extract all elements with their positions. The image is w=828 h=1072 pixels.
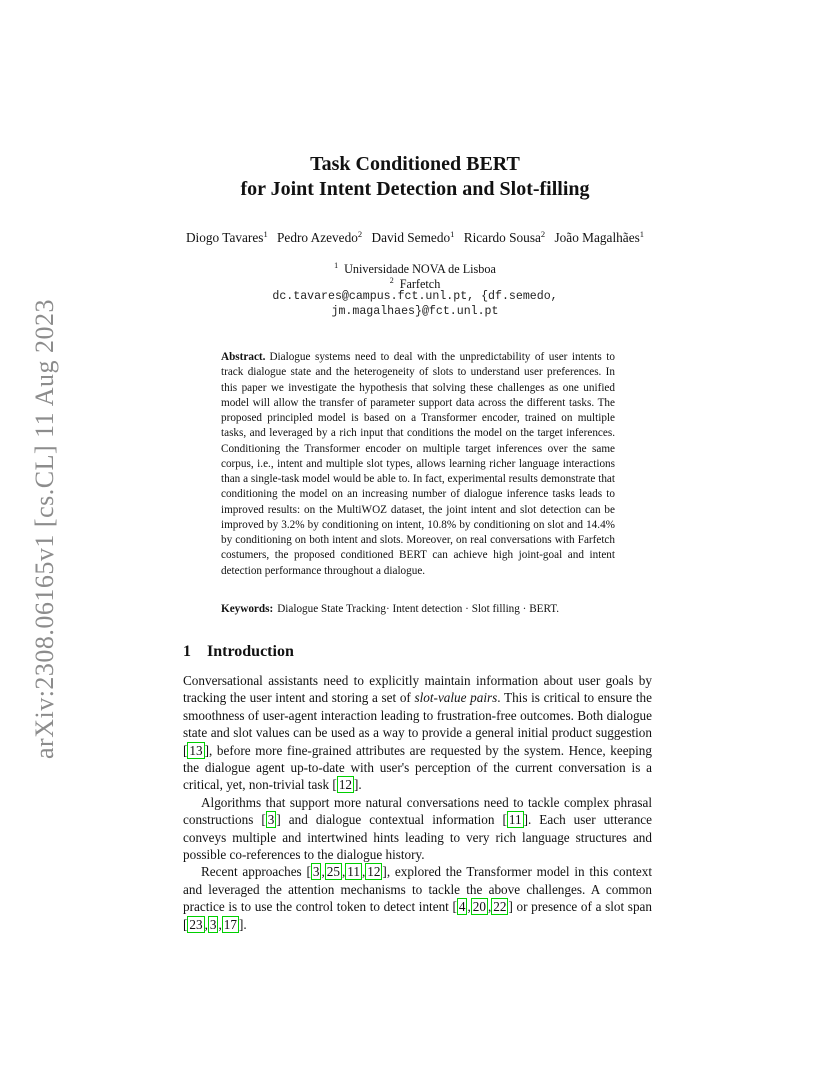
affiliation-name: Universidade NOVA de Lisboa <box>344 262 496 276</box>
author-list <box>150 229 680 246</box>
affil-mark: 2 <box>389 276 394 285</box>
paragraph-2 <box>183 794 652 864</box>
citation-link[interactable]: 3 <box>267 812 275 828</box>
email-line-1: dc.tavares@campus.fct.unl.pt, {df.semedo, <box>272 290 558 303</box>
citation-link[interactable]: 23 <box>189 916 203 932</box>
citation-link[interactable]: 12 <box>338 777 352 793</box>
citation-link[interactable]: 20 <box>472 899 486 915</box>
text-run: Algorithms that support more natural conversations need to tackle complex phrasal constructions [ <box>183 794 652 828</box>
affil-mark: 1 <box>450 229 455 239</box>
citation-link[interactable]: 17 <box>223 916 237 932</box>
paragraph-1 <box>183 672 652 794</box>
citation-link[interactable]: 3 <box>209 916 217 932</box>
affil-mark: 2 <box>540 229 546 239</box>
email-line-2: jm.magalhaes}@fct.unl.pt <box>331 305 499 318</box>
section-heading <box>183 642 294 662</box>
citation-link[interactable]: 13 <box>189 742 203 758</box>
citation-link[interactable]: 11 <box>508 812 522 828</box>
author-name: Ricardo Sousa <box>463 230 541 245</box>
text-run: ]. <box>238 916 247 932</box>
introduction-body <box>183 672 652 933</box>
section-number: 1 <box>183 643 191 660</box>
text-run: ]. <box>354 777 362 793</box>
emphasis: slot-value pairs <box>414 690 498 706</box>
paragraph-3: Recent approaches [ 3 , 25 , 11 , 12 ], explored the Transformer model in this context and leveraged the attention mechanisms to tackle the above challenges. A common practice is to use the control token to detect intent [ 4 , 20 , 22 ] or presence of a slot span [ 23 , 3 , 17 ]. <box>183 864 652 932</box>
text-run: Recent approaches [ <box>201 864 311 880</box>
text-run: . This is critical to ensure the smoothness of user-agent interaction leading to frustration-free outcomes. Both dialogue state and slot values can be used as a way to provide a general initial product suggestion [ <box>183 690 652 758</box>
affil-mark: 1 <box>639 229 645 239</box>
text-run: ], explored the Transformer model in this context and leveraged the attention mechanisms to tackle the above challenges. A common practice is to use the control token to detect intent [ <box>183 864 652 915</box>
affil-mark: 1 <box>334 261 339 270</box>
text-run: Conversational assistants need to explicitly maintain information about user goals by tracking the user intent and storing a set of <box>183 673 652 706</box>
abstract-label: Abstract. <box>221 351 266 363</box>
affiliation-name: Farfetch <box>399 277 441 291</box>
citation-link[interactable]: 3 <box>312 864 320 880</box>
keywords-label: Keywords: <box>221 603 274 615</box>
keywords-text: Dialogue State Tracking· Intent detection · Slot filling · BERT. <box>277 603 560 615</box>
author-name: Diogo Tavares <box>185 230 264 245</box>
text-run: ] or presence of a slot span [ <box>183 899 652 932</box>
author-name: David Semedo <box>371 230 451 245</box>
affil-mark: 2 <box>357 229 363 239</box>
citation-link[interactable]: 11 <box>347 864 360 880</box>
citation-link[interactable]: 22 <box>493 899 507 915</box>
author-name: João Magalhães <box>554 230 640 245</box>
citation-link[interactable]: 25 <box>326 864 340 880</box>
section-title: Introduction <box>207 643 294 660</box>
affil-mark: 1 <box>263 229 268 239</box>
citation-link[interactable]: 12 <box>367 864 381 880</box>
citation-link[interactable]: 4 <box>458 899 466 915</box>
text-run: ] and dialogue contextual information [ <box>276 812 507 828</box>
abstract <box>221 350 615 579</box>
author-name: Pedro Azevedo <box>277 230 358 245</box>
paper-title-line-2: for Joint Intent Detection and Slot-filling <box>240 178 590 200</box>
keywords <box>221 602 621 617</box>
abstract-text: Dialogue systems need to deal with the unpredictability of user intents to track dialogue state and the heterogeneity of slots to understand user preferences. In this paper we investigate the hypothesis that solving these challenges as one unified model will allow the transfer of parameter support data across the different tasks. The proposed principled model is based on a Transformer encoder, trained on multiple tasks, and leveraged by a rich input that conditions the model on the target inferences. Conditioning the Transformer encoder on multiple target inferences over the same corpus, i.e., intent and multiple slot types, allows learning richer language interactions than a single-task model would be able to. In fact, experimental results demonstrate that conditioning the model on an increasing number of dialogue inference tasks leads to improved results: on the MultiWOZ dataset, the joint intent and slot detection can be improved by 3.2% by conditioning on intent, 10.8% by conditioning on slot and 14.4% by conditioning on both intent and slots. Moreover, on real conversations with Farfetch costumers, the proposed conditioned BERT can achieve high joint-goal and intent detection performance throughout a dialogue. <box>221 351 615 577</box>
arxiv-stamp: arXiv:2308.06165v1 [cs.CL] 11 Aug 2023 <box>30 299 59 759</box>
paper-title-line-1: Task Conditioned BERT <box>310 153 520 175</box>
text-run: ], before more fine-grained attributes are requested by the system. Hence, keeping the dialogue agent up-to-date with user's perception of the current conversation is a critical, yet, non-trivial task [ <box>183 742 652 793</box>
text-run: ]. Each user utterance conveys multiple and intertwined hints leading to very rich language structures and possible co-references to the dialogue history. <box>183 812 653 863</box>
